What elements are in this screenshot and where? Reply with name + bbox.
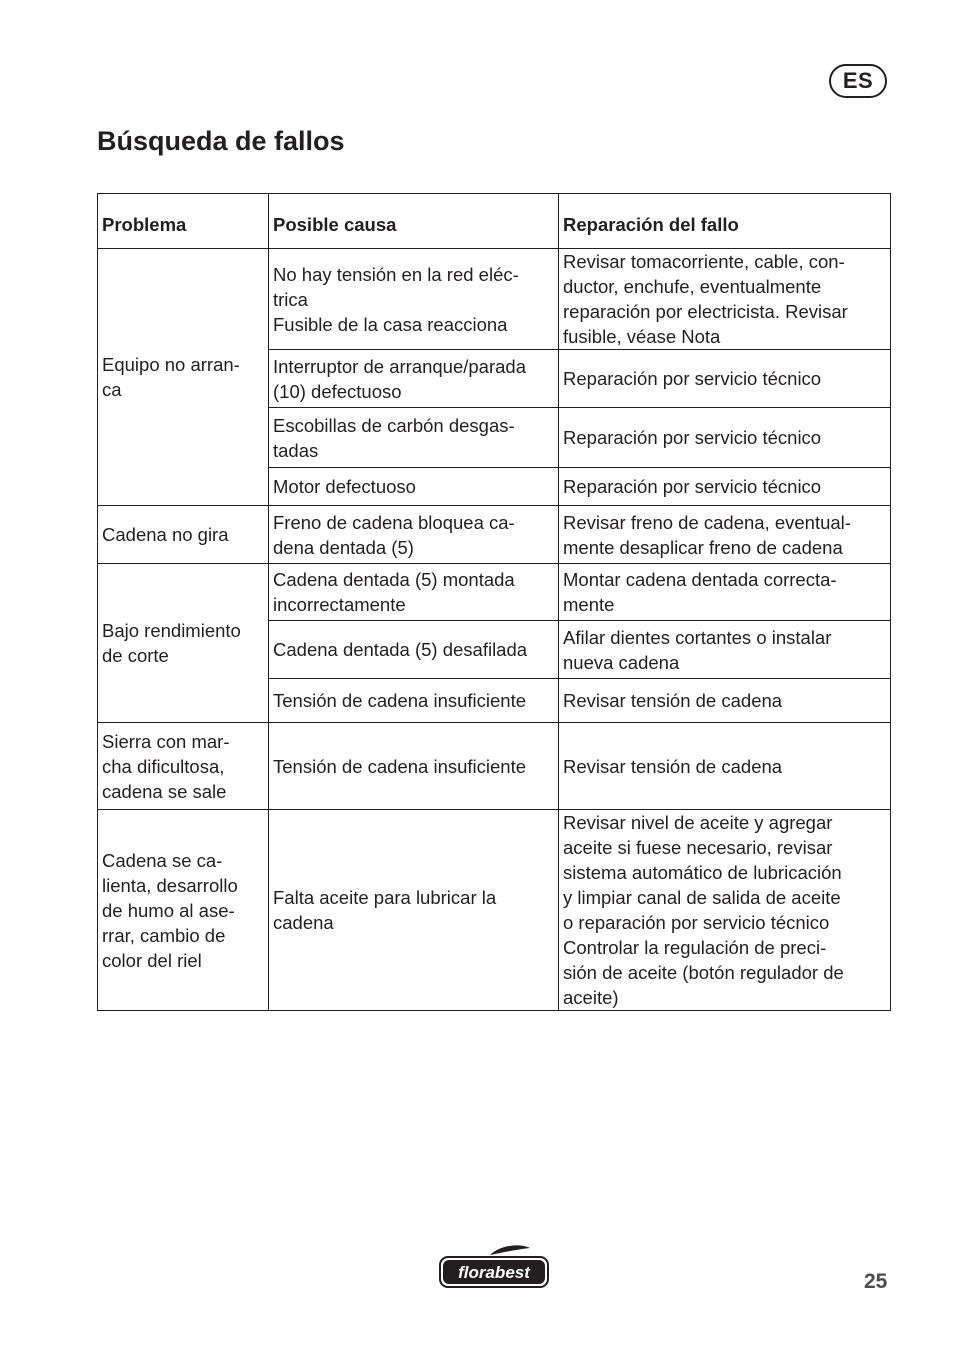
column-header-remedy: Reparación del fallo [559, 194, 891, 249]
logo-text: florabest [458, 1263, 530, 1282]
remedy-cell: Revisar nivel de aceite y agregar aceite si fuese necesario, revisar sistema automático de lubricación y limpiar canal de salida de aceite o reparación por servicio técnico Controlar la regulación de preci- sión de aceite (botón regulador de aceite) [559, 810, 891, 1011]
cause-cell: Interruptor de arranque/parada (10) defectuoso [269, 350, 559, 408]
remedy-cell: Revisar tomacorriente, cable, con- ductor, enchufe, eventualmente reparación por electricista. Revisar fusible, véase Nota [559, 249, 891, 350]
language-badge: ES [829, 64, 887, 98]
cause-cell: Cadena dentada (5) montada incorrectamente [269, 564, 559, 621]
column-header-problem: Problema [98, 194, 269, 249]
table-row [98, 810, 891, 1011]
cause-cell: Tensión de cadena insuficiente [269, 679, 559, 723]
cause-cell: Falta aceite para lubricar la cadena [269, 810, 559, 1011]
table-header-row [98, 194, 891, 249]
remedy-cell: Reparación por servicio técnico [559, 408, 891, 468]
cause-cell: Tensión de cadena insuficiente [269, 723, 559, 810]
florabest-logo [438, 1245, 550, 1289]
table-row [98, 249, 891, 350]
page-title: Búsqueda de fallos [97, 126, 345, 156]
problem-cell: Sierra con mar- cha dificultosa, cadena se sale [98, 723, 269, 810]
problem-cell: Equipo no arran- ca [98, 249, 269, 506]
cause-cell: Freno de cadena bloquea ca- dena dentada (5) [269, 506, 559, 564]
logo-leaf-icon [490, 1245, 530, 1255]
troubleshooting-table [97, 193, 891, 1011]
cause-cell: Motor defectuoso [269, 468, 559, 506]
table-row [98, 723, 891, 810]
column-header-cause: Posible causa [269, 194, 559, 249]
problem-cell: Cadena se ca- lienta, desarrollo de humo al ase- rrar, cambio de color del riel [98, 810, 269, 1011]
cause-cell: Escobillas de carbón desgas- tadas [269, 408, 559, 468]
remedy-cell: Revisar freno de cadena, eventual- mente desaplicar freno de cadena [559, 506, 891, 564]
table-row [98, 506, 891, 564]
cause-cell: No hay tensión en la red eléc- trica Fusible de la casa reacciona [269, 249, 559, 350]
remedy-cell: Montar cadena dentada correcta- mente [559, 564, 891, 621]
remedy-cell: Afilar dientes cortantes o instalar nueva cadena [559, 621, 891, 679]
remedy-cell: Reparación por servicio técnico [559, 350, 891, 408]
table-row [98, 564, 891, 621]
cause-cell: Cadena dentada (5) desafilada [269, 621, 559, 679]
problem-cell: Bajo rendimiento de corte [98, 564, 269, 723]
problem-cell: Cadena no gira [98, 506, 269, 564]
page-number: 25 [864, 1270, 888, 1293]
remedy-cell: Reparación por servicio técnico [559, 468, 891, 506]
remedy-cell: Revisar tensión de cadena [559, 679, 891, 723]
remedy-cell: Revisar tensión de cadena [559, 723, 891, 810]
